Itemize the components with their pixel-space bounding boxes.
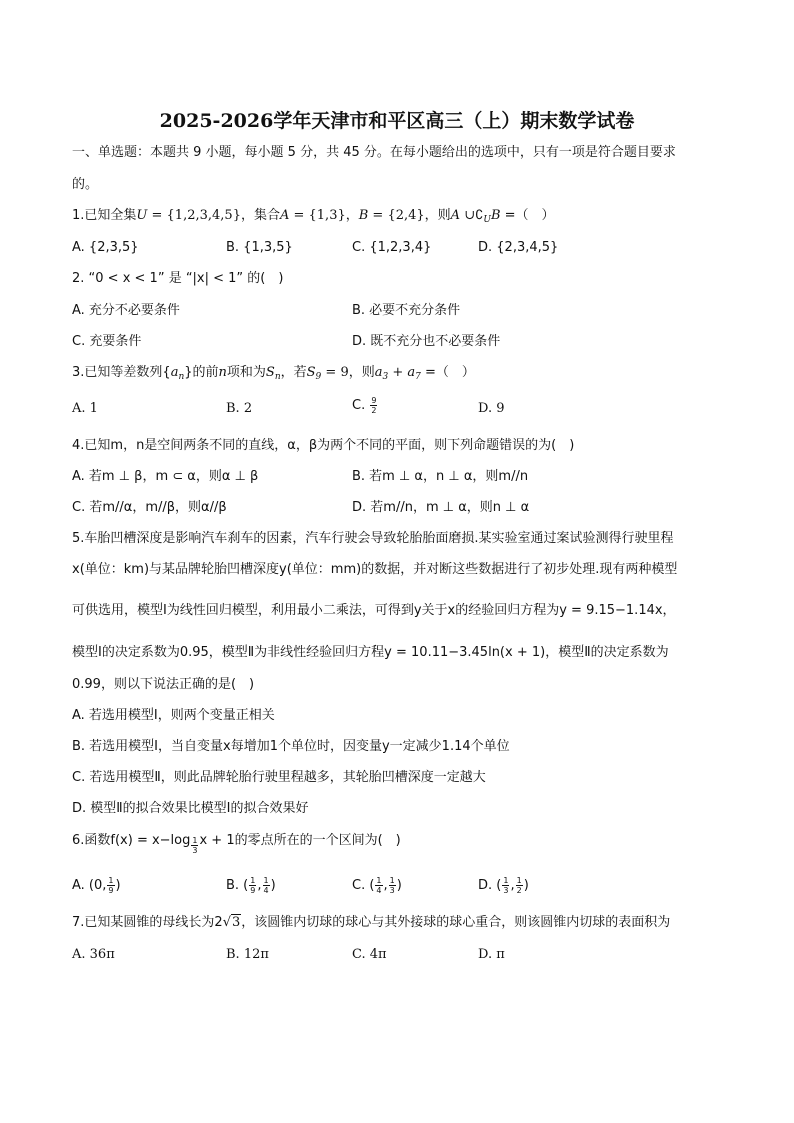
section-instructions: 一、单选题：本题共 9 小题，每小题 5 分，共 45 分。在每小题给出的选项中，只有一项是符合题目要求 [72, 145, 676, 160]
question-5-line-5: 0.99，则以下说法正确的是( ) [72, 677, 255, 692]
question-7-stem: 7.已知某圆锥的母线长为2√3，该圆锥内切球的球心与其外接球的球心重合，则该圆锥内切球的表面积为 [72, 915, 671, 930]
q5-option-d: D. 模型Ⅱ的拟合效果比模型Ⅰ的拟合效果好 [72, 801, 309, 816]
question-6-stem: 6.函数f(x) = x−log $\frac{1}{3}$ x + 1的零点所在的一个区间为( ) [72, 833, 401, 855]
q1-option-b: B. {1,3,5} [226, 240, 293, 255]
section-instructions-cont: 的。 [72, 177, 99, 192]
q3-option-d: D. 9 [478, 401, 505, 416]
q2-option-a: A. 充分不必要条件 [72, 303, 180, 318]
question-4-stem: 4.已知m，n是空间两条不同的直线，α，β为两个不同的平面，则下列命题错误的为( ) [72, 438, 575, 453]
q6-option-c: C. ( $\frac{1}{4}$ , $\frac{1}{3}$ ) [352, 876, 402, 895]
q1-option-d: D. {2,3,4,5} [478, 240, 559, 255]
page-title: 2025-2026学年天津市和平区高三（上）期末数学试卷 [159, 110, 635, 132]
question-3-stem: 3.已知等差数列$\{a_n\}$的前n项和为$S_n$，若$S_9 = 9$，则$a_3 + a_7$ =（ ） [72, 365, 475, 382]
question-5-line-3: 可供选用，模型Ⅰ为线性回归模型，利用最小二乘法，可得到y关于x的经验回归方程为y = 9.15−1.14x， [72, 603, 676, 618]
q6-option-b: B. ( $\frac{1}{9}$ , $\frac{1}{4}$ ) [226, 876, 276, 895]
question-5-line-4: 模型Ⅰ的决定系数为0.95，模型Ⅱ为非线性经验回归方程y = 10.11−3.45ln(x + 1)，模型Ⅱ的决定系数为 [72, 645, 669, 660]
q3-option-c: C. $\frac{9}{2}$ [352, 396, 377, 415]
q4-option-d: D. 若m//n，m ⊥ α，则n ⊥ α [352, 500, 530, 515]
question-1-stem: 1.已知全集U = {1,2,3,4,5}，集合A = {1,3}，B = {2,4}，则A $\cup∁_UB$ =（ ） [72, 208, 555, 225]
question-5-line-1: 5.车胎凹槽深度是影响汽车刹车的因素，汽车行驶会导致轮胎胎面磨损.某实验室通过案试验测得行驶里程 [72, 531, 674, 546]
q2-option-b: B. 必要不充分条件 [352, 303, 461, 318]
q7-option-c: C. 4π [352, 947, 387, 962]
question-5-line-2: x(单位：km)与某品牌轮胎凹槽深度y(单位：mm)的数据，并对断这些数据进行了初步处理.现有两种模型 [72, 562, 678, 577]
q6-option-a: A. (0, $\frac{1}{9}$ ) [72, 876, 121, 895]
q7-option-a: A. 36π [72, 947, 115, 962]
q1-option-c: C. {1,2,3,4} [352, 240, 432, 255]
q4-option-b: B. 若m ⊥ α，n ⊥ α，则m//n [352, 469, 529, 484]
q4-option-a: A. 若m ⊥ β，m ⊂ α，则α ⊥ β [72, 469, 259, 484]
q3-option-b: B. 2 [226, 401, 253, 416]
q7-option-b: B. 12π [226, 947, 269, 962]
q7-option-d: D. π [478, 947, 505, 962]
q4-option-c: C. 若m//α，m//β，则α//β [72, 500, 227, 515]
q2-option-d: D. 既不充分也不必要条件 [352, 334, 501, 349]
q2-option-c: C. 充要条件 [72, 334, 142, 349]
q1-option-a: A. {2,3,5} [72, 240, 139, 255]
question-2-stem: 2. “0 < x < 1” 是 “|x| < 1” 的( ) [72, 271, 284, 286]
q5-option-b: B. 若选用模型Ⅰ，当自变量x每增加1个单位时，因变量y一定减少1.14个单位 [72, 739, 510, 754]
q3-option-a: A. 1 [72, 401, 98, 416]
q5-option-c: C. 若选用模型Ⅱ，则此品牌轮胎行驶里程越多，其轮胎凹槽深度一定越大 [72, 770, 486, 785]
q5-option-a: A. 若选用模型Ⅰ，则两个变量正相关 [72, 708, 275, 723]
q6-option-d: D. ( $\frac{1}{3}$ , $\frac{1}{2}$ ) [478, 876, 529, 895]
